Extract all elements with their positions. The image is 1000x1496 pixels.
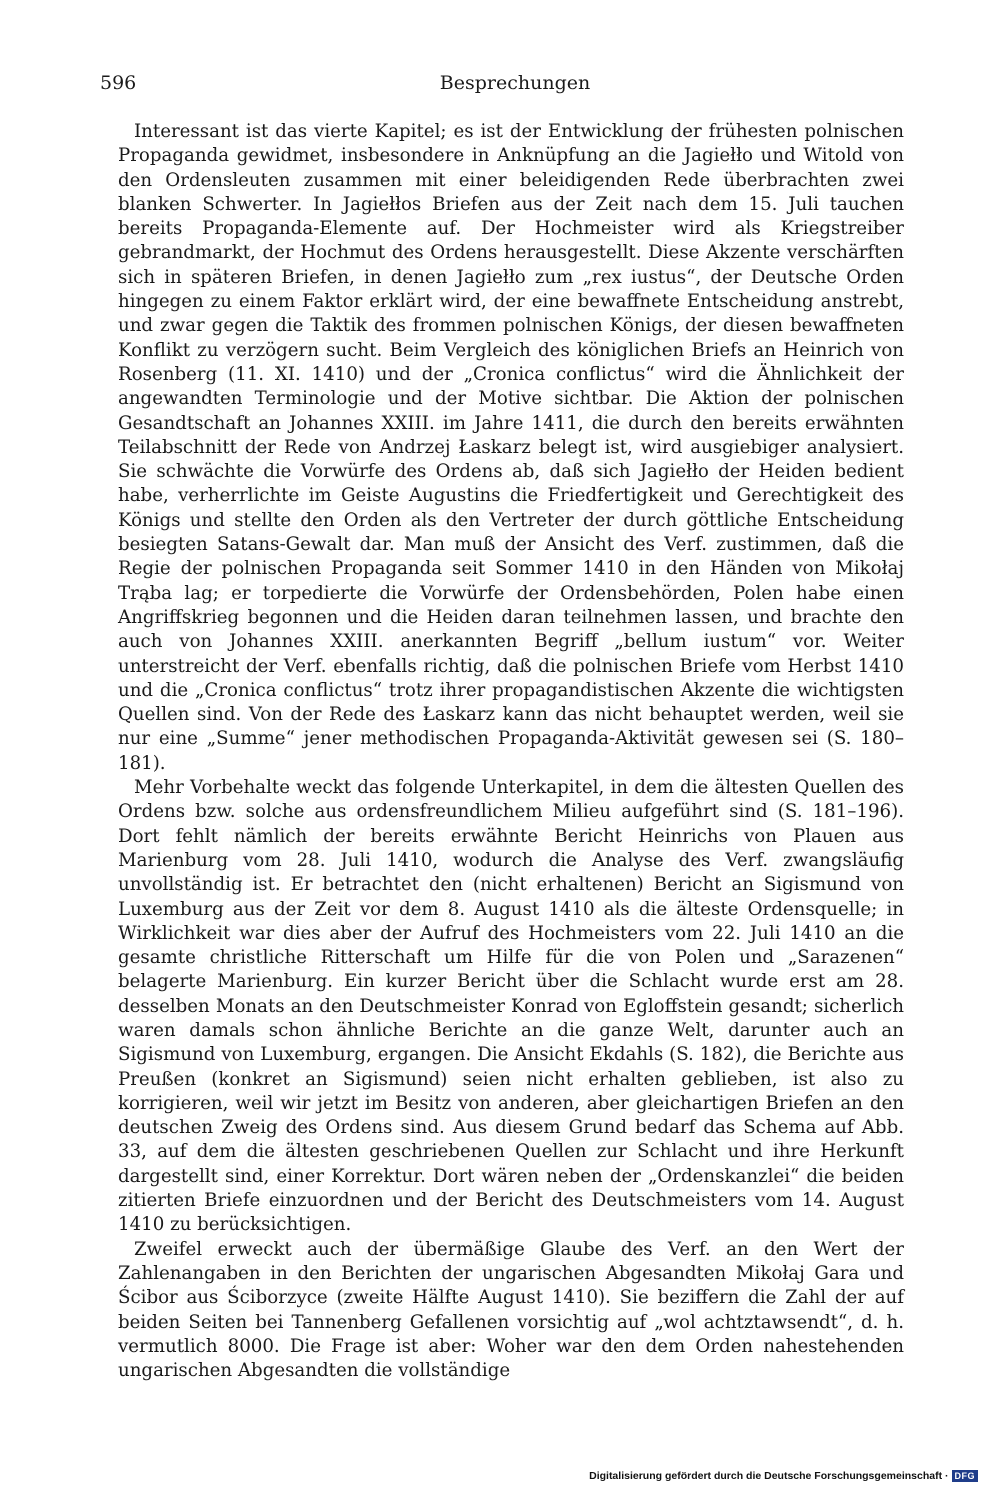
page-number: 596 — [100, 72, 137, 94]
digitization-footer — [589, 1470, 978, 1482]
paragraph-3: Zweifel erweckt auch der übermäßige Glaube des Verf. an den Wert der Zahlenangaben in den Berichten der ungarischen Abgesandten Mikołaj Gara und Ścibor aus Ściborzyce (zweite Hälfte August 1410). Sie beziffern die Zahl der auf beiden Seiten bei Tannenberg Gefallenen vorsichtig auf „wol achtztawsendt“, d. h. vermutlich 8000. Die Frage ist aber: Woher war den dem Orden nahestehenden ungarischen Abgesandten die vollständige — [118, 1238, 904, 1382]
paragraph-1: Interessant ist das vierte Kapitel; es ist der Entwicklung der frühesten polnischen Propaganda gewidmet, insbesondere in Anknüpfung an die Jagiełło und Witold von den Ordensleuten zusammen mit einer beleidigenden Rede überbrachten zwei blanken Schwerter. In Jagiełłos Briefen aus der Zeit nach dem 15. Juli tauchen bereits Propaganda-Elemente auf. Der Hochmeister wird als Kriegstreiber gebrandmarkt, der Hochmut des Ordens herausgestellt. Diese Akzente verschärften sich in späteren Briefen, in denen Jagiełło zum „rex iustus“, der Deutsche Orden hingegen zu einem Faktor erklärt wird, der eine bewaffnete Entscheidung anstrebt, und zwar gegen die Taktik des frommen polnischen Königs, der diesen bewaffneten Konflikt zu verzögern sucht. Beim Vergleich des königlichen Briefs an Heinrich von Rosenberg (11. XI. 1410) und der „Cronica conflictus“ wird die Ähnlichkeit der angewandten Terminologie und der Motive sichtbar. Die Aktion der polnischen Gesandtschaft an Johannes XXIII. im Jahre 1411, die durch den bereits erwähnten Teilabschnitt der Rede von Andrzej Łaskarz belegt ist, wird ausgiebiger analysiert. Sie schwächte die Vorwürfe des Ordens ab, daß sich Jagiełło der Heiden bedient habe, verherrlichte im Geiste Augustins die Friedfertigkeit und Gerechtigkeit des Königs und stellte den Orden als den Vertreter der durch göttliche Entscheidung besiegten Satans-Gewalt dar. Man muß der Ansicht des Verf. zustimmen, daß die Regie der polnischen Propaganda seit Sommer 1410 in den Händen von Mikołaj Trąba lag; er torpedierte die Vorwürfe der Ordensbehörden, Polen habe einen Angriffskrieg begonnen und die Heiden daran teilnehmen lassen, und brachte den auch von Johannes XXIII. anerkannten Begriff „bellum iustum“ vor. Weiter unterstreicht der Verf. ebenfalls richtig, daß die polnischen Briefe vom Herbst 1410 und die „Cronica conflictus“ trotz ihrer propagandistischen Akzente die wichtigsten Quellen sind. Von der Rede des Łaskarz kann das nicht behauptet werden, weil sie nur eine „Summe“ jener methodischen Propaganda-Aktivität gewesen sei (S. 180–181). — [118, 121, 904, 774]
footer-credit: Digitalisierung gefördert durch die Deutsche Forschungsgemeinschaft · — [589, 1470, 949, 1482]
body-text — [118, 120, 904, 1383]
running-title: Besprechungen — [439, 72, 591, 94]
page-header — [100, 72, 910, 102]
paragraph-2: Mehr Vorbehalte weckt das folgende Unterkapitel, in dem die ältesten Quellen des Ordens bzw. solche aus ordensfreundlichem Milieu aufgeführt sind (S. 181–196). Dort fehlt nämlich der bereits erwähnte Bericht Heinrichs von Plauen aus Marienburg vom 28. Juli 1410, wodurch die Analyse des Verf. zwangsläufig unvollständig ist. Er betrachtet den (nicht erhaltenen) Bericht an Sigismund von Luxemburg aus der Zeit vor dem 8. August 1410 als die älteste Ordensquelle; in Wirklichkeit war dies aber der Aufruf des Hochmeisters vom 22. Juli 1410 an die gesamte christliche Ritterschaft um Hilfe für die von Polen und „Sarazenen“ belagerte Marienburg. Ein kurzer Bericht über die Schlacht wurde erst am 28. desselben Monats an den Deutschmeister Konrad von Egloffstein gesandt; sicherlich waren damals schon ähnliche Berichte an die ganze Welt, darunter auch an Sigismund von Luxemburg, ergangen. Die Ansicht Ekdahls (S. 182), die Berichte aus Preußen (konkret an Sigismund) seien nicht erhalten geblieben, ist also zu korrigieren, weil wir jetzt im Besitz von anderen, aber gleichartigen Briefen an den deutschen Zweig des Ordens sind. Aus diesem Grund bedarf das Schema auf Abb. 33, auf dem die ältesten geschriebenen Quellen zur Schlacht und ihre Herkunft dargestellt sind, einer Korrektur. Dort wären neben der „Ordenskanzlei“ die beiden zitierten Briefe einzuordnen und der Bericht des Deutschmeisters vom 14. August 1410 zu berücksichtigen. — [118, 777, 904, 1236]
dfg-logo-icon: DFG — [952, 1470, 979, 1482]
